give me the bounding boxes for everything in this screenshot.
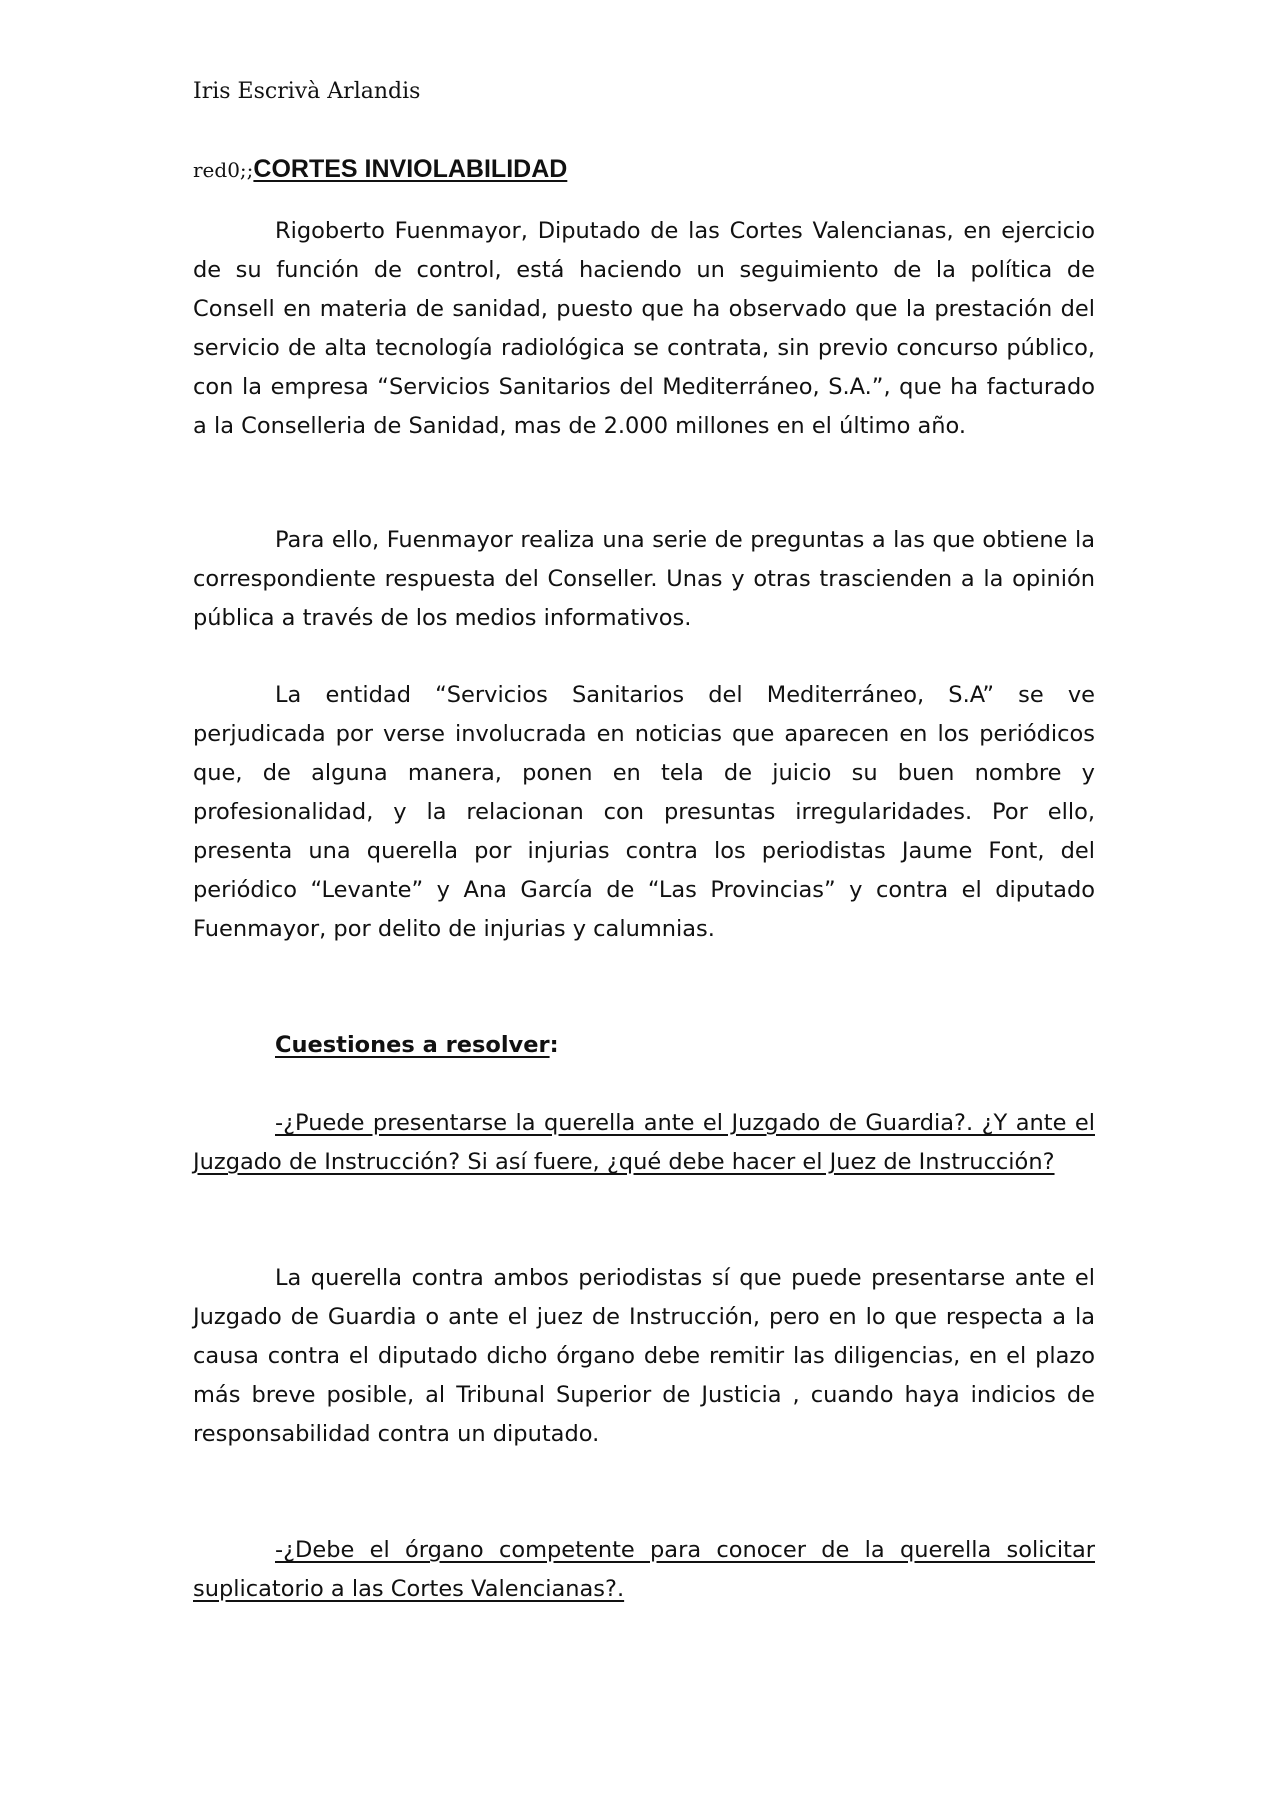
questions-heading-text: Cuestiones a resolver (275, 1032, 550, 1058)
document-title (193, 153, 567, 189)
title-text: CORTES INVIOLABILIDAD (253, 155, 568, 183)
question-1: -¿Puede presentarse la querella ante el Juzgado de Guardia?. ¿Y ante el Juzgado de Instrucción? Si así fuere, ¿qué debe hacer el Juez de Instrucción? (193, 1110, 1095, 1175)
question-2: -¿Debe el órgano competente para conocer de la querella solicitar suplicatorio a las Cortes Valencianas?. (193, 1537, 1095, 1602)
answer-1: La querella contra ambos periodistas sí que puede presentarse ante el Juzgado de Guardia o ante el juez de Instrucción, pero en lo que respecta a la causa contra el diputado dicho órgano debe remitir las diligencias, en el plazo más breve posible, al Tribunal Superior de Justicia , cuando haya indicios de responsabilidad contra un diputado. (193, 1265, 1095, 1447)
author-header: Iris Escrivà Arlandis (193, 79, 421, 104)
paragraph-querella: La entidad “Servicios Sanitarios del Mediterráneo, S.A” se ve perjudicada por verse involucrada en noticias que aparecen en los periódicos que, de alguna manera, ponen en tela de juicio su buen nombre y profesionalidad, y la relacionan con presuntas irregularidades. Por ello, presenta una querella por injurias contra los periodistas Jaume Font, del periódico “Levante” y Ana García de “Las Provincias” y contra el diputado Fuenmayor, por delito de injurias y calumnias. (193, 682, 1095, 942)
paragraph-questions-context: Para ello, Fuenmayor realiza una serie de preguntas a las que obtiene la correspondiente respuesta del Conseller. Unas y otras trascienden a la opinión pública a través de los medios informativos. (193, 527, 1095, 631)
title-prefix: red0;; (193, 158, 254, 182)
paragraph-case-description: Rigoberto Fuenmayor, Diputado de las Cortes Valencianas, en ejercicio de su función de control, está haciendo un seguimiento de la política de Consell en materia de sanidad, puesto que ha observado que la prestación del servicio de alta tecnología radiológica se contrata, sin previo concurso público, con la empresa “Servicios Sanitarios del Mediterráneo, S.A.”, que ha facturado a la Conselleria de Sanidad, mas de 2.000 millones en el último año. (193, 218, 1095, 439)
questions-heading-colon: : (549, 1032, 559, 1058)
questions-heading (193, 1026, 1095, 1065)
